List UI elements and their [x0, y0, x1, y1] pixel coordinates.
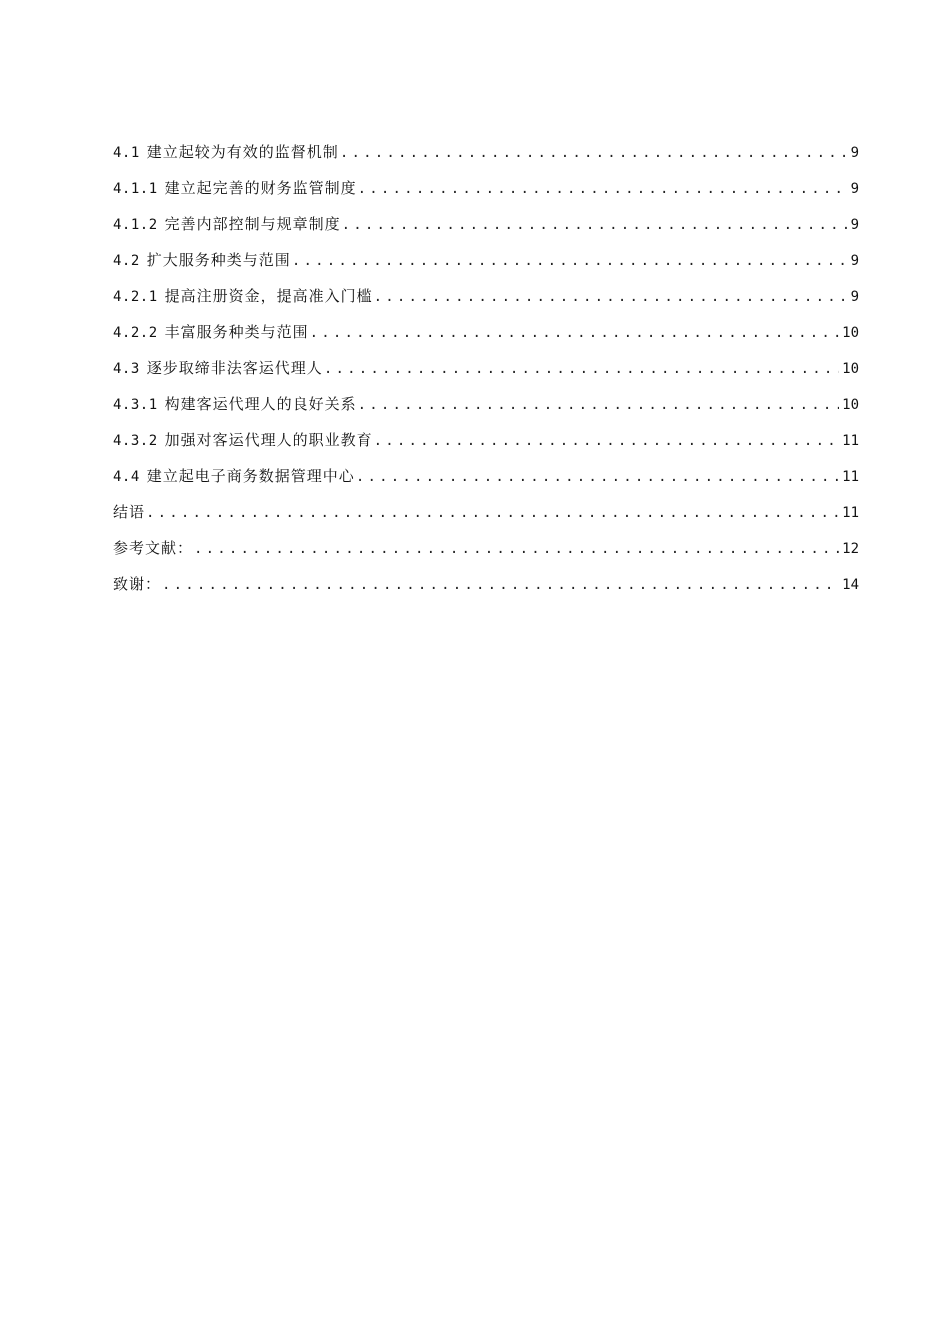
- dot-leader: [374, 279, 848, 315]
- toc-entry[interactable]: [113, 314, 859, 350]
- toc-entry-title: 提高注册资金，提高准入门槛: [164, 287, 373, 305]
- toc-entry[interactable]: [113, 134, 859, 170]
- toc-entry-acknowledgements[interactable]: [113, 566, 859, 602]
- toc-entry-page: 12: [842, 541, 859, 557]
- toc-entry-page: 9: [850, 253, 859, 269]
- toc-entry[interactable]: [113, 422, 859, 458]
- table-of-contents: [113, 134, 859, 602]
- toc-entry-number: 4.2: [113, 253, 140, 269]
- toc-entry-number: 4.2.1: [113, 289, 158, 305]
- toc-entry-title: 参考文献：: [113, 539, 194, 557]
- toc-entry-title: 逐步取缔非法客运代理人: [146, 359, 323, 377]
- toc-entry-number: 4.2.2: [113, 325, 158, 341]
- dot-leader: [146, 495, 839, 531]
- toc-entry-page: 10: [842, 397, 859, 413]
- dot-leader: [358, 171, 848, 207]
- toc-entry-title: 丰富服务种类与范围: [164, 323, 309, 341]
- toc-entry-page: 9: [850, 145, 859, 161]
- toc-entry-title: 建立起较为有效的监督机制: [146, 143, 339, 161]
- dot-leader: [310, 315, 839, 351]
- dot-leader: [340, 135, 848, 171]
- toc-entry-number: 4.1.2: [113, 217, 158, 233]
- toc-entry-number: 4.3: [113, 361, 140, 377]
- toc-entry-title: 加强对客运代理人的职业教育: [164, 431, 373, 449]
- toc-entry-page: 10: [842, 325, 859, 341]
- toc-entry[interactable]: [113, 350, 859, 386]
- dot-leader: [374, 423, 839, 459]
- toc-entry-conclusion[interactable]: [113, 494, 859, 530]
- toc-entry-page: 14: [842, 577, 859, 593]
- toc-entry-title: 建立起电子商务数据管理中心: [146, 467, 355, 485]
- toc-entry-number: 4.1: [113, 145, 140, 161]
- toc-entry[interactable]: [113, 242, 859, 278]
- toc-entry-title: 致谢：: [113, 575, 162, 593]
- toc-entry[interactable]: [113, 278, 859, 314]
- toc-entry-title: 完善内部控制与规章制度: [164, 215, 341, 233]
- toc-entry-page: 9: [850, 181, 859, 197]
- dot-leader: [342, 207, 848, 243]
- toc-entry[interactable]: [113, 206, 859, 242]
- toc-entry-page: 9: [850, 289, 859, 305]
- dot-leader: [358, 387, 839, 423]
- toc-entry-title: 建立起完善的财务监管制度: [164, 179, 357, 197]
- dot-leader: [324, 351, 839, 387]
- toc-entry-title: 扩大服务种类与范围: [146, 251, 291, 269]
- toc-entry-number: 4.1.1: [113, 181, 158, 197]
- toc-entry[interactable]: [113, 386, 859, 422]
- dot-leader: [194, 531, 839, 567]
- toc-entry-page: 11: [842, 433, 859, 449]
- toc-entry-page: 9: [850, 217, 859, 233]
- dot-leader: [162, 567, 839, 603]
- toc-entry-references[interactable]: [113, 530, 859, 566]
- dot-leader: [292, 243, 848, 279]
- toc-entry-number: 4.3.2: [113, 433, 158, 449]
- toc-entry-title: 构建客运代理人的良好关系: [164, 395, 357, 413]
- toc-entry[interactable]: [113, 458, 859, 494]
- toc-entry-title: 结语: [113, 503, 146, 521]
- toc-entry-page: 10: [842, 361, 859, 377]
- toc-entry-page: 11: [842, 505, 859, 521]
- toc-entry[interactable]: [113, 170, 859, 206]
- dot-leader: [356, 459, 839, 495]
- toc-entry-page: 11: [842, 469, 859, 485]
- toc-entry-number: 4.4: [113, 469, 140, 485]
- toc-entry-number: 4.3.1: [113, 397, 158, 413]
